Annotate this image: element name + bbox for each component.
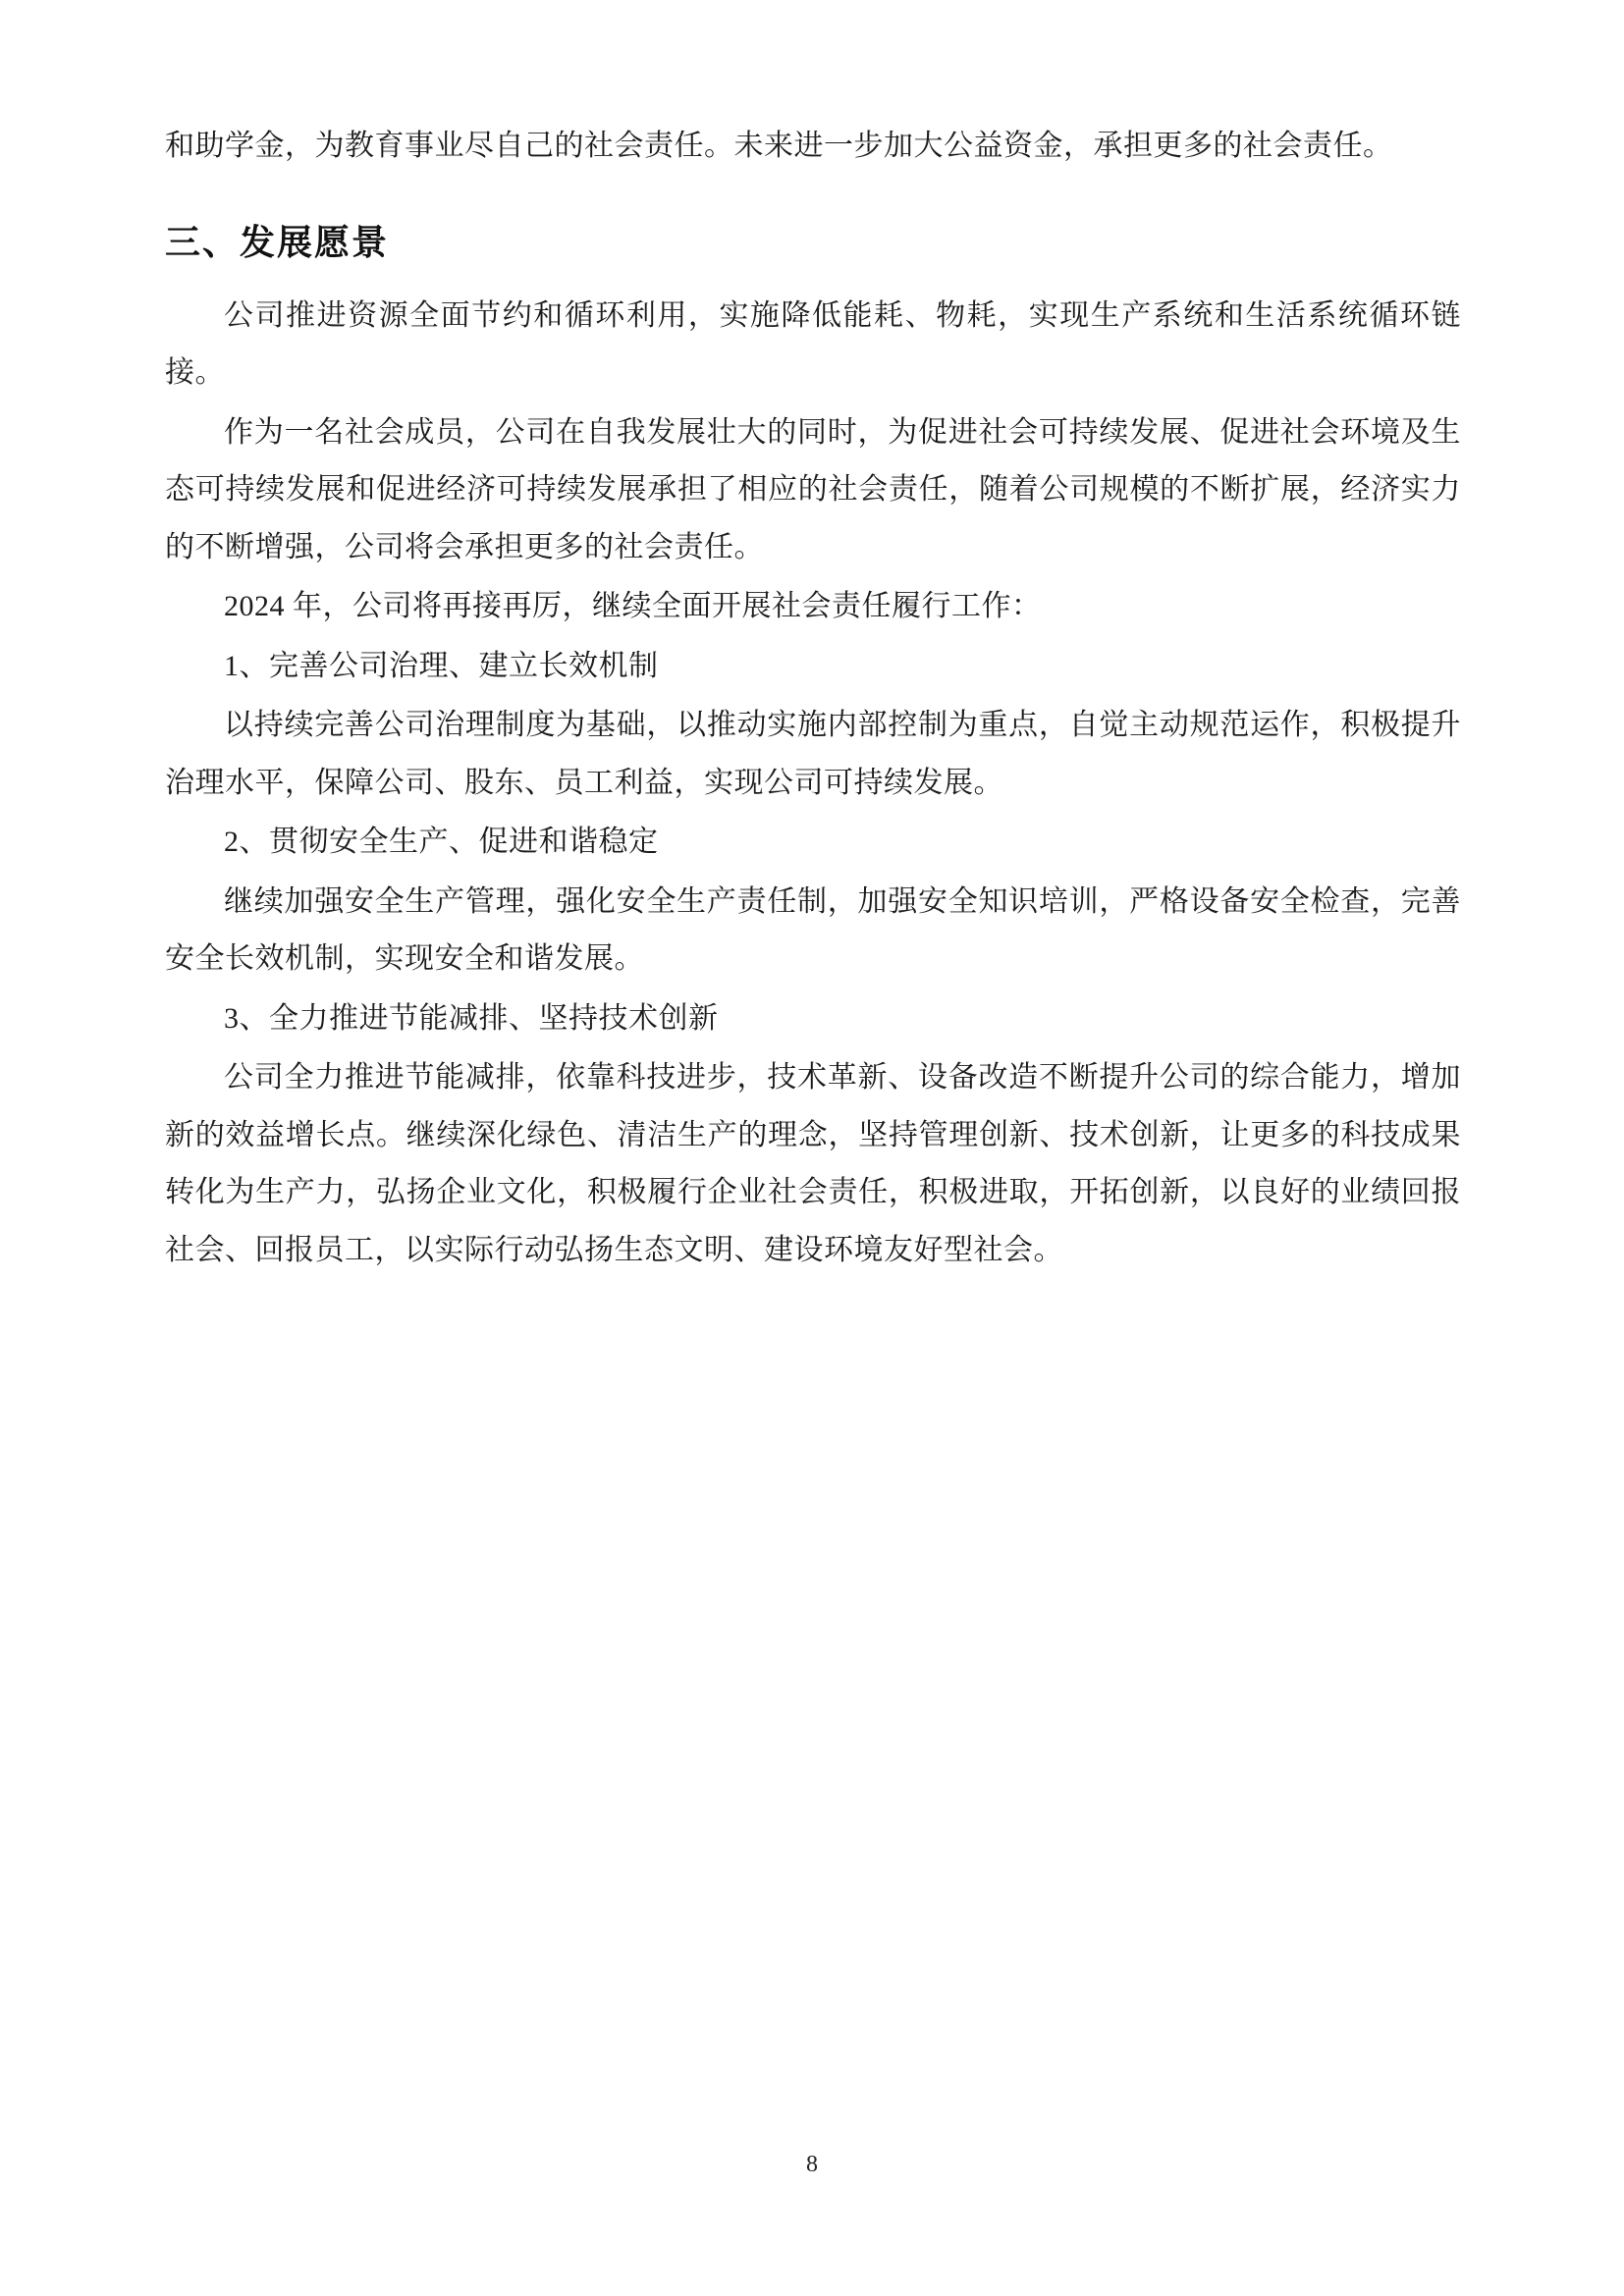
paragraph-continuation: 和助学金，为教育事业尽自己的社会责任。未来进一步加大公益资金，承担更多的社会责任。: [165, 130, 1393, 162]
list-item-3-body: 公司全力推进节能减排，依靠科技进步，技术革新、设备改造不断提升公司的综合能力，增加新的效益增长点。继续深化绿色、清洁生产的理念，坚持管理创新、技术创新，让更多的科技成果转化为生产力，弘扬企业文化，积极履行企业社会责任，积极进取，开拓创新，以良好的业绩回报社会、回报员工，以实际行动弘扬生态文明、建设环境友好型社会。: [165, 1061, 1461, 1266]
section-heading: 三、发展愿景: [165, 222, 390, 262]
list-item-2-title: 2、贯彻安全生产、促进和谐稳定: [224, 826, 659, 859]
document-body: [165, 118, 1461, 1281]
list-item-3-title: 3、全力推进节能减排、坚持技术创新: [224, 1001, 719, 1035]
list-item-1-body: 以持续完善公司治理制度为基础，以推动实施内部控制为重点，自觉主动规范运作，积极提升治理水平，保障公司、股东、员工利益，实现公司可持续发展。: [165, 709, 1461, 799]
paragraph-resource-recycling: 公司推进资源全面节约和循环利用，实施降低能耗、物耗，实现生产系统和生活系统循环链接。: [165, 298, 1461, 390]
list-item-2-body: 继续加强安全生产管理，强化安全生产责任制，加强安全知识培训，严格设备安全检查，完善安全长效机制，实现安全和谐发展。: [165, 884, 1461, 976]
paragraph-year-plan: 2024 年，公司将再接再厉，继续全面开展社会责任履行工作：: [224, 590, 1042, 623]
paragraph-social-member: 作为一名社会成员，公司在自我发展壮大的同时，为促进社会可持续发展、促进社会环境及生态可持续发展和促进经济可持续发展承担了相应的社会责任，随着公司规模的不断扩展，经济实力的不断增强，公司将会承担更多的社会责任。: [165, 415, 1461, 563]
list-item-1-title: 1、完善公司治理、建立长效机制: [224, 649, 659, 682]
page-number: 8: [806, 2152, 818, 2177]
